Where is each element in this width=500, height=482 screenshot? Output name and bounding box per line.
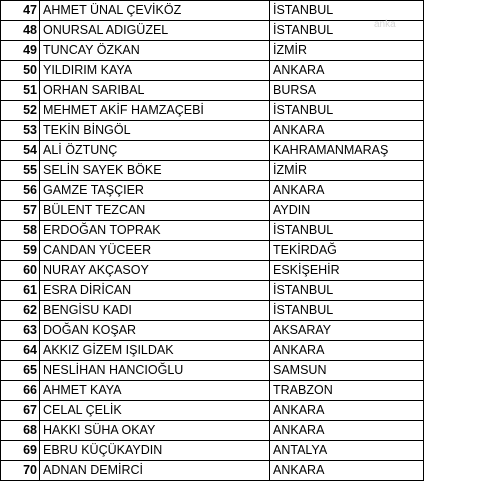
table-row [1, 181, 500, 201]
empty-cell [424, 41, 500, 61]
candidate-name: ERDOĞAN TOPRAK [40, 221, 270, 241]
candidate-name: TEKİN BİNGÖL [40, 121, 270, 141]
empty-cell [424, 181, 500, 201]
candidate-name: AHMET ÜNAL ÇEVİKÖZ [40, 1, 270, 21]
table-body [1, 1, 500, 481]
table-row [1, 61, 500, 81]
row-number: 55 [1, 161, 40, 181]
empty-cell [424, 101, 500, 121]
candidate-city: TRABZON [270, 381, 424, 401]
table-row [1, 461, 500, 481]
candidate-city: ANKARA [270, 341, 424, 361]
empty-cell [424, 61, 500, 81]
row-number: 50 [1, 61, 40, 81]
row-number: 63 [1, 321, 40, 341]
candidate-name: GAMZE TAŞÇIER [40, 181, 270, 201]
candidate-city: İSTANBUL [270, 221, 424, 241]
candidate-name: CELAL ÇELİK [40, 401, 270, 421]
candidate-city: AYDIN [270, 201, 424, 221]
table-row [1, 261, 500, 281]
candidate-name: EBRU KÜÇÜKAYDIN [40, 441, 270, 461]
row-number: 64 [1, 341, 40, 361]
empty-cell [424, 241, 500, 261]
candidate-city: ANTALYA [270, 441, 424, 461]
empty-cell [424, 221, 500, 241]
row-number: 48 [1, 21, 40, 41]
empty-cell [424, 461, 500, 481]
empty-cell [424, 141, 500, 161]
candidate-city: İSTANBUL [270, 21, 424, 41]
row-number: 62 [1, 301, 40, 321]
candidate-city: ESKİŞEHİR [270, 261, 424, 281]
candidate-name: ADNAN DEMİRCİ [40, 461, 270, 481]
table-row [1, 381, 500, 401]
empty-cell [424, 421, 500, 441]
table-row [1, 21, 500, 41]
candidate-name: AHMET KAYA [40, 381, 270, 401]
table-row [1, 281, 500, 301]
empty-cell [424, 81, 500, 101]
table-row [1, 141, 500, 161]
candidate-name: YILDIRIM KAYA [40, 61, 270, 81]
empty-cell [424, 301, 500, 321]
candidate-city: ANKARA [270, 61, 424, 81]
table-row [1, 401, 500, 421]
row-number: 70 [1, 461, 40, 481]
row-number: 68 [1, 421, 40, 441]
table-row [1, 161, 500, 181]
candidate-name: BÜLENT TEZCAN [40, 201, 270, 221]
table-row [1, 101, 500, 121]
empty-cell [424, 381, 500, 401]
candidate-name: ONURSAL ADIGÜZEL [40, 21, 270, 41]
row-number: 58 [1, 221, 40, 241]
candidate-name: BENGİSU KADI [40, 301, 270, 321]
row-number: 51 [1, 81, 40, 101]
candidate-city: İSTANBUL [270, 1, 424, 21]
candidate-city: İZMİR [270, 41, 424, 61]
candidate-name: SELİN SAYEK BÖKE [40, 161, 270, 181]
candidate-name: ESRA DİRİCAN [40, 281, 270, 301]
empty-cell [424, 281, 500, 301]
candidate-city: ANKARA [270, 181, 424, 201]
row-number: 69 [1, 441, 40, 461]
table-row [1, 201, 500, 221]
row-number: 53 [1, 121, 40, 141]
table-row [1, 221, 500, 241]
candidate-city: BURSA [270, 81, 424, 101]
row-number: 67 [1, 401, 40, 421]
candidate-city: ANKARA [270, 421, 424, 441]
row-number: 57 [1, 201, 40, 221]
candidate-name: AKKIZ GİZEM IŞILDAK [40, 341, 270, 361]
row-number: 59 [1, 241, 40, 261]
empty-cell [424, 261, 500, 281]
table-row [1, 441, 500, 461]
candidate-city: SAMSUN [270, 361, 424, 381]
candidate-city: İSTANBUL [270, 281, 424, 301]
table-row [1, 1, 500, 21]
candidate-name: HAKKI SÜHA OKAY [40, 421, 270, 441]
table-row [1, 41, 500, 61]
empty-cell [424, 161, 500, 181]
empty-cell [424, 321, 500, 341]
row-number: 47 [1, 1, 40, 21]
row-number: 65 [1, 361, 40, 381]
watermark: anka [374, 19, 396, 30]
empty-cell [424, 361, 500, 381]
empty-cell [424, 341, 500, 361]
empty-cell [424, 1, 500, 21]
table-row [1, 421, 500, 441]
table-row [1, 321, 500, 341]
candidate-city: ANKARA [270, 401, 424, 421]
candidate-name: ALİ ÖZTUNÇ [40, 141, 270, 161]
table-row [1, 361, 500, 381]
empty-cell [424, 401, 500, 421]
row-number: 52 [1, 101, 40, 121]
candidate-name: NESLİHAN HANCIOĞLU [40, 361, 270, 381]
table-row [1, 341, 500, 361]
candidate-name: ORHAN SARIBAL [40, 81, 270, 101]
row-number: 56 [1, 181, 40, 201]
table-row [1, 121, 500, 141]
empty-cell [424, 441, 500, 461]
candidate-city: ANKARA [270, 461, 424, 481]
candidate-city: TEKİRDAĞ [270, 241, 424, 261]
row-number: 61 [1, 281, 40, 301]
empty-cell [424, 121, 500, 141]
row-number: 49 [1, 41, 40, 61]
empty-cell [424, 21, 500, 41]
candidate-name: DOĞAN KOŞAR [40, 321, 270, 341]
table-row [1, 241, 500, 261]
candidate-city: ANKARA [270, 121, 424, 141]
row-number: 54 [1, 141, 40, 161]
candidate-name: MEHMET AKİF HAMZAÇEBİ [40, 101, 270, 121]
candidate-city: İZMİR [270, 161, 424, 181]
candidate-name: TUNCAY ÖZKAN [40, 41, 270, 61]
candidate-name: CANDAN YÜCEER [40, 241, 270, 261]
row-number: 60 [1, 261, 40, 281]
table-row [1, 81, 500, 101]
row-number: 66 [1, 381, 40, 401]
table-row [1, 301, 500, 321]
candidate-city: AKSARAY [270, 321, 424, 341]
candidate-city: KAHRAMANMARAŞ [270, 141, 424, 161]
empty-cell [424, 201, 500, 221]
candidate-city: İSTANBUL [270, 101, 424, 121]
candidate-city: İSTANBUL [270, 301, 424, 321]
candidate-name: NURAY AKÇASOY [40, 261, 270, 281]
